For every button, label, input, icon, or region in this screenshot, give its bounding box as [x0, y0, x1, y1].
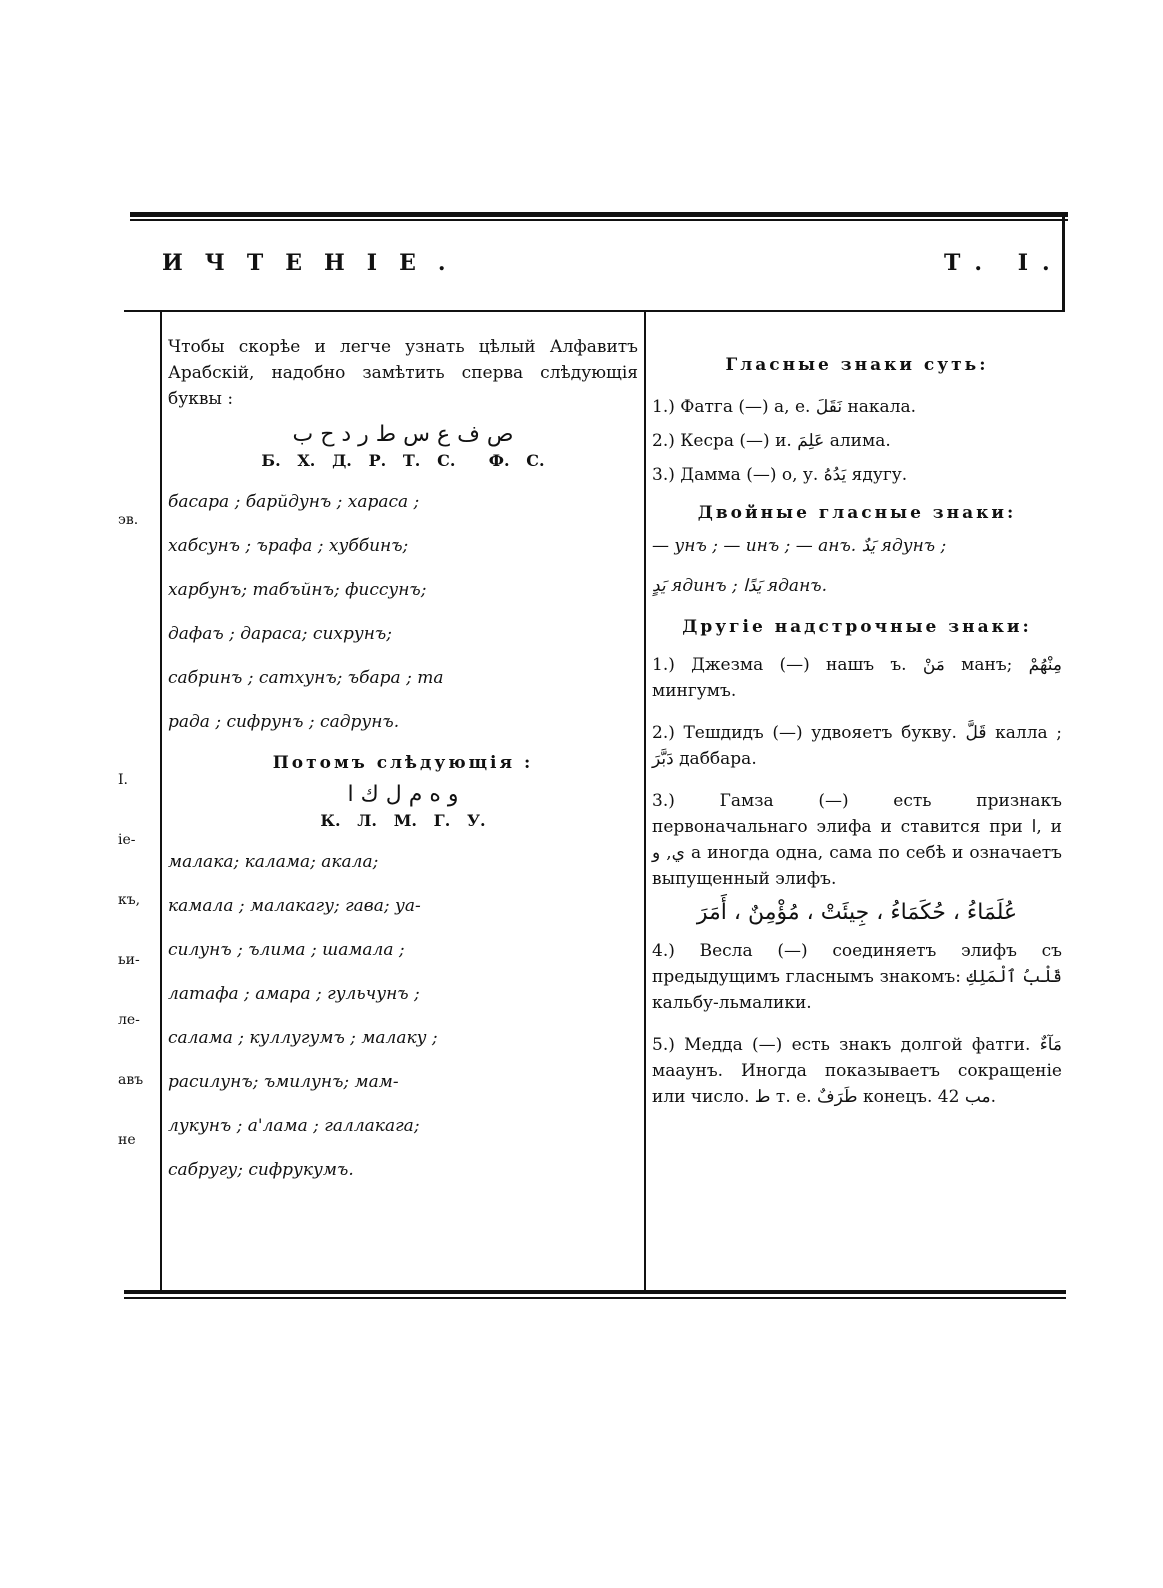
subheading: Потомъ слѣдующія : — [272, 753, 534, 773]
vowel-item: 2.) Кесра (—) и. عَلِمَ алима. — [652, 431, 891, 451]
margin-notes — [118, 490, 160, 1170]
top-rule — [130, 212, 1068, 217]
double-vowel-line: يَدٍ ядинъ ; يَدًا яданъ. — [652, 576, 828, 596]
latin-letters-set2: К. Л. М. Г. У. — [320, 811, 486, 830]
column-divider-left — [160, 312, 162, 1290]
sign-item: 2.) Тешдидъ (—) удвояетъ букву. قَلَّ калла ; دَبَّرَ даббара. — [652, 723, 1062, 769]
intro-paragraph: Чтобы скорѣе и легче узнать цѣлый Алфавитъ Арабскій, надобно замѣтить сперва слѣдующія буквы : — [168, 337, 638, 409]
other-signs-heading: Другіе надстрочные знаки: — [682, 617, 1032, 637]
sign-item: 4.) Весла (—) соединяетъ элифъ съ предыдущимъ гласнымъ знакомъ: قَلْبُ ٱلْمَلِكِ кальбу-льмалики. — [652, 941, 1062, 1013]
margin-note: I. — [118, 772, 128, 788]
example-line: расилунъ; ъмилунъ; мам- — [168, 1072, 399, 1092]
example-line: малака; калама; акала; — [168, 852, 379, 872]
vowel-item: 3.) Дамма (—) о, у. يَدُهُ ядугу. — [652, 465, 908, 485]
margin-note: авъ — [118, 1072, 144, 1088]
arabic-letters-set1: ص ف ع س ط ر د ح ب — [292, 422, 514, 447]
example-line: хабсунъ ; ърафа ; хуббинъ; — [168, 536, 409, 556]
example-line: сабругу; сифрукумъ. — [168, 1160, 354, 1180]
example-line: рада ; сифрунъ ; садрунъ. — [168, 712, 400, 732]
double-vowels-heading: Двойные гласные знаки: — [697, 503, 1017, 523]
left-column — [168, 334, 638, 1192]
example-line: сабринъ ; сатхунъ; ъбара ; та — [168, 668, 444, 688]
section-number: Т. I. — [944, 250, 1064, 276]
column-divider-middle — [644, 312, 646, 1290]
running-title: ИЧТЕНІЕ. — [162, 250, 468, 276]
example-line: бaсара ; барйдунъ ; харaса ; — [168, 492, 420, 512]
right-column — [652, 352, 1062, 1110]
double-vowel-line: — унъ ; — инъ ; — анъ. يَدٌ ядунъ ; — [652, 536, 947, 556]
example-line: лукунъ ; а'лама ; галлакага; — [168, 1116, 420, 1136]
margin-note: ьи- — [118, 952, 140, 968]
vowel-item: 1.) Фатга (—) а, е. نَقَلَ накала. — [652, 397, 917, 417]
top-rule-thin — [130, 219, 1068, 221]
sign-item: 3.) Гамза (—) есть признакъ первоначальнаго элифа и ставится при ا, и ي, و а иногда одна, сама по себѣ и означаетъ выпущенный элифъ. — [652, 791, 1063, 889]
header-rule — [124, 310, 1064, 312]
sign-item: 5.) Медда (—) есть знакъ долгой фатги. مَآءٌ мааунъ. Иногда показываетъ сокращеніе или число. ط т. е. طَرَفٌ конецъ. مب 42. — [652, 1035, 1062, 1107]
sign-item: 1.) Джезма (—) нашъ ъ. مَنْ манъ; مِنْهُمْ мингумъ. — [652, 655, 1062, 701]
margin-note: къ, — [118, 892, 141, 908]
example-line: камала ; малакагу; гава; уа- — [168, 896, 421, 916]
example-line: латафа ; амара ; гульчунъ ; — [168, 984, 420, 1004]
margin-note: не — [118, 1132, 136, 1148]
bottom-rule — [124, 1290, 1066, 1294]
margin-note: іе- — [118, 832, 136, 848]
example-line: салама ; куллугумъ ; малаку ; — [168, 1028, 438, 1048]
example-line: харбунъ; табъйнъ; фиссунъ; — [168, 580, 427, 600]
arabic-examples: عُلَمَاءُ ، حُكَمَاءُ ، جِيئَتْ ، مُؤْمِنٌ ، أَمَرَ — [696, 900, 1018, 925]
vowels-heading: Гласные знаки суть: — [725, 355, 989, 375]
margin-note: эв. — [118, 512, 139, 528]
margin-note: ле- — [118, 1012, 140, 1028]
example-line: дафаъ ; дараса; сихрунъ; — [168, 624, 392, 644]
bottom-rule-thin — [124, 1297, 1066, 1299]
arabic-letters-set2: و ه م ل ك ا — [347, 782, 459, 807]
example-line: силунъ ; ълима ; шамала ; — [168, 940, 405, 960]
latin-letters-set1: Б. Х. Д. Р. Т. С. Ф. С. — [261, 451, 545, 470]
